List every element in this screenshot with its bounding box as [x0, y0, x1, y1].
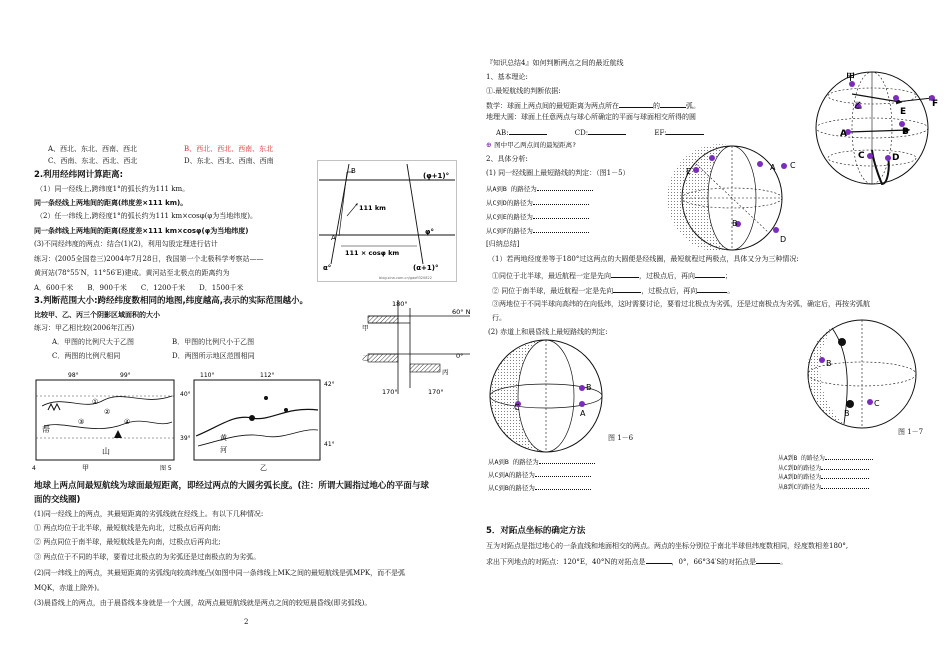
- summary-1b: ② 同位于南半球，最近航程一定是先向 ，过极点后，再向 。: [492, 287, 735, 295]
- blank-fig17-ab[interactable]: [825, 454, 873, 460]
- fig17-routes: 从A到B 的路径为 从C到D的路径为 从A到D的路径为 从B到C的路径为: [778, 454, 873, 492]
- route-cd: 从C到D的路径为: [486, 197, 589, 208]
- map-40: 40°: [180, 391, 191, 398]
- exercise-2-a: A．甲图的比例尺大于乙图: [52, 338, 135, 346]
- blank-north-2[interactable]: [695, 270, 725, 278]
- blank-fig16-ca[interactable]: [535, 469, 591, 477]
- k-equator-terminator: (2) 赤道上和晨昏线上最短路线的判定:: [488, 328, 608, 336]
- label-ab: AB:: [496, 129, 509, 137]
- fig16-a: A: [580, 409, 586, 418]
- exercise-2-d: D．两图所示地区范围相同: [172, 352, 255, 360]
- blank-route-cf[interactable]: [533, 225, 589, 233]
- blank-route-cd[interactable]: [533, 197, 589, 205]
- blank-cd[interactable]: [588, 127, 626, 135]
- fig15-e: E: [686, 167, 692, 176]
- section-4-line-1: 地球上两点间最短航线为球面最短距离，即经过两点的大圆劣弧长度。(注：所谓大圆指过地心的平面与球: [34, 481, 429, 491]
- option-c: C、西南、东北、西北、西北: [48, 157, 138, 165]
- s2-line-5: (3)不同经纬度的两点：结合(1)(2)，利用勾股定理进行估计: [34, 240, 218, 248]
- blank-route-ce[interactable]: [533, 211, 589, 219]
- route-cf: 从C到F的路径为: [486, 225, 589, 236]
- grid-lat-60: 60° N: [452, 308, 471, 316]
- summary-1c: ③两地位于不同半球向高纬的在向低纬，这时需要讨论，要看过北极点为劣弧，还是过南极点为劣弧，确定后，再按劣弧航: [492, 300, 870, 308]
- grid-bing: 丙: [442, 368, 449, 376]
- area-comparison-figure: [358, 298, 476, 398]
- s5-line-2: 求出下列地点的对跖点：120°E，40°N的对拓点是 ，0°，66°34′S的对拓点是 。: [486, 558, 788, 566]
- fig17-c: C: [874, 399, 880, 408]
- k-basic-theory: 1、基本理论:: [486, 73, 528, 81]
- blank-antipode-2[interactable]: [756, 556, 780, 564]
- question-text: 图中甲乙两点间的最短距离?: [494, 141, 577, 149]
- map-42: 42°: [324, 381, 335, 388]
- s2-line-1: （1）同一经线上,跨纬度1°的弧长约为111 km。: [36, 185, 190, 193]
- grid-lon-170b: 170°: [428, 388, 444, 396]
- s4-item-2a: (2)同一纬线上的两点，其最短距离的劣弧线向较高纬度凸(如图中同一条纬线上MK之间的最短航线是弧MPK，而不是弧: [34, 569, 406, 577]
- k-basis: ①.最短航线的判断依据:: [486, 87, 561, 95]
- blank-ef[interactable]: [666, 127, 704, 135]
- fig17-b: B: [844, 409, 850, 418]
- section-4-line-2: 面的交线圈): [34, 495, 81, 505]
- k-geo-circle: 地理大圆：球面上任意两点与球心所确定的平面与球面相交所得的圆: [486, 113, 696, 121]
- fig15-b: B: [732, 219, 738, 228]
- s2-line-4: 同一条纬线上两地间的距离(经度差×111 km×cosφ(φ为当地纬度): [34, 227, 249, 235]
- blank-fig17-ad[interactable]: [821, 473, 869, 479]
- map-huang: 黄: [220, 434, 227, 442]
- fig-point-b: B: [351, 167, 356, 175]
- globe-abcdef: [812, 66, 942, 190]
- map-41: 41°: [324, 441, 335, 448]
- blank-fig17-cd[interactable]: [821, 464, 869, 470]
- s5-line-1: 互为对跖点是指过地心的一条直线和地面相交的两点。两点的坐标分别位于南北半球但纬度数相同，经度数相差180°,: [486, 542, 849, 550]
- map-circle-2: ②: [104, 408, 111, 416]
- label-cd: CD:: [574, 129, 589, 137]
- label-ef: EF:: [654, 129, 667, 137]
- globe-a: A: [840, 129, 847, 139]
- option-a: A、西北、东北、西南、西北: [48, 145, 138, 153]
- grid-lon-180: 180°: [392, 300, 408, 308]
- fig-phi1: (φ+1)°: [423, 172, 450, 180]
- fig-phi: φ°: [425, 228, 434, 236]
- fig16-b: B: [586, 383, 592, 392]
- exercise-1-line-2: 黄河站(78°55′N，11°56′E)建成。黄河站至北极点的距离约为: [34, 269, 230, 277]
- k-ab-cd-ef-row: [496, 127, 704, 138]
- globe-fig-1-5: [676, 140, 806, 256]
- globe-e: E: [900, 107, 907, 117]
- fig-watermark: blog.sina.com.cn/gaofl320822: [379, 276, 432, 280]
- s4-item-3: (3)晨昏线上的两点，由于晨昏线本身就是一个大圆，故两点最短航线就是两点之间的较短晨昏线(即劣弧线)。: [34, 599, 372, 607]
- exercise-2-c: C．两图的比例尺相同: [52, 352, 121, 360]
- s4-item-1a: ① 两点均位于北半球，最短航线是先向北，过极点后再向南;: [34, 524, 221, 532]
- k-math-post: 弧。: [686, 102, 700, 110]
- map-39: 39°: [180, 435, 191, 442]
- map-mark-4: 4: [32, 465, 36, 472]
- section-5-title: 5．对跖点坐标的确定方法: [486, 526, 586, 536]
- option-d: D、东北、西北、西南、西南: [184, 157, 274, 165]
- s4-item-1c: ③ 两点位于不同的半球，要看过北极点的为劣弧还是过南极点的为劣弧。: [34, 553, 261, 561]
- s2-line-3: （2）任一纬线上,跨经度1°的弧长约为111 km×cosφ(φ为当地纬度)。: [36, 212, 257, 220]
- s4-item-1: (1)同一经线上的两点，其最短距离的劣弧线就在经线上。有以下几种情况:: [34, 510, 264, 518]
- blank-south-2[interactable]: [697, 285, 727, 293]
- map-jia: 甲: [82, 464, 89, 472]
- map-112: 112°: [260, 372, 275, 379]
- k-analysis: 2、具体分析:: [486, 155, 528, 163]
- k-math-line: [486, 100, 700, 111]
- s4-item-1b: ② 两点同位于南半球，最短航线是先向南，过极点后再向北;: [34, 538, 221, 546]
- fig15-c: C: [790, 161, 796, 170]
- summary-label: [归纳总结]: [486, 240, 520, 248]
- map-circle-4: ④: [124, 418, 131, 426]
- summary-1a: ①同位于北半球，最近航程一定是先向 ，过极点后，再向 ；: [492, 272, 732, 280]
- lat-lon-distance-figure: [317, 160, 457, 282]
- fig16-routes: 从A到B 的路径为 从C到A的路径为 从C到B的路径为: [488, 456, 595, 495]
- grid-jia: 甲: [362, 324, 369, 332]
- grid-lat-0: 0°: [456, 352, 464, 360]
- blank-route-ab[interactable]: [537, 183, 593, 191]
- section-3-title: 3.判断范围大小:跨经纬度数相同的地图,纬度越高,表示的实际范围越小。: [34, 296, 309, 306]
- k-question: [486, 141, 576, 150]
- page-number: 2: [244, 618, 249, 626]
- map-shan: 山: [102, 447, 110, 456]
- summary-1: （1）若两地经度差等于180°过这两点的大圆便是经线圈，最短航程过两极点，具体又分为三种情况:: [488, 255, 799, 263]
- blank-south-1[interactable]: [613, 285, 641, 293]
- blank-north-1[interactable]: [611, 270, 639, 278]
- k-same-meridian: (1) 同一经线圈上最短路线的判定：（图1－5）: [486, 169, 630, 177]
- exercise-1-line-1: 练习：(2005全国卷三)2004年7月28日，我国第一个北极科学考察站——: [34, 255, 264, 263]
- fig15-d: D: [780, 235, 787, 244]
- option-b: B、西北、西北、西南、东北: [184, 145, 274, 153]
- blank-circle-type[interactable]: [619, 100, 653, 108]
- fig-point-a: A: [331, 234, 336, 242]
- map-98: 98°: [68, 372, 79, 379]
- exercise-2-b: B．甲图的比例尺小于乙图: [172, 338, 255, 346]
- map-circle-3: ③: [78, 418, 85, 426]
- blank-fig16-ab[interactable]: [539, 456, 595, 464]
- exercise-1-options: A．600千米 B．900千米 C．1200千米 D．1500千米: [34, 284, 244, 292]
- globe-jia: 甲: [846, 73, 856, 83]
- route-ab: 从A到B 的路径为: [486, 183, 593, 194]
- fig-alpha: α°: [323, 264, 332, 272]
- maps-jia-yi: [34, 366, 344, 472]
- blank-arc-type[interactable]: [660, 100, 686, 108]
- fig-1-6-caption: 图 1－6: [608, 434, 634, 442]
- map-99: 99°: [120, 372, 131, 379]
- map-circle-1: ①: [92, 398, 99, 406]
- s2-line-2: 同一条经线上两地间的距离(纬度差×111 km)。: [34, 199, 188, 207]
- globe-fig-1-7: [804, 316, 922, 434]
- fig15-a: A: [770, 163, 776, 172]
- s4-item-2b: MQK，赤道上除外)。: [34, 584, 104, 592]
- globe-d: D: [892, 153, 900, 163]
- k-math-pre: 数学：球面上两点间的最短距离为两点所在: [486, 102, 619, 110]
- globe-f: F: [932, 99, 939, 109]
- fig-alpha1: (α+1)°: [413, 264, 439, 272]
- knowledge-title: 『知识总结4』如何判断两点之间的最近航线: [486, 59, 624, 67]
- globe-c: C: [858, 151, 865, 161]
- blank-antipode-1[interactable]: [646, 556, 672, 564]
- map-fig5: 图 5: [160, 465, 172, 472]
- map-bang: 帮: [42, 425, 50, 434]
- grid-lon-170: 170°: [382, 388, 398, 396]
- blank-fig17-bc[interactable]: [821, 483, 869, 489]
- exercise-2-title: 练习：甲乙相比较(2006年江西): [34, 324, 135, 332]
- route-ce: 从C到E的路径为: [486, 211, 589, 222]
- question-icon: ⊕: [486, 141, 492, 149]
- map-yi: 乙: [260, 464, 267, 472]
- fig16-c: C: [514, 403, 520, 412]
- map-he: 河: [220, 446, 227, 454]
- fig17-b2: B: [826, 359, 832, 368]
- fig-111km: 111 km: [359, 204, 386, 212]
- section-3-subtitle: 比较甲、乙、丙三个阴影区域面积的大小: [34, 311, 160, 319]
- map-110: 110°: [200, 372, 215, 379]
- grid-yi: 乙: [362, 354, 369, 362]
- globe-b: B: [902, 127, 909, 137]
- globe-fig-1-6: [488, 338, 618, 458]
- fig-111cos: 111 × cosφ km: [345, 249, 400, 257]
- k-math-mid: 的: [653, 102, 660, 110]
- summary-1c-2: 行。: [492, 314, 506, 322]
- fig-1-7-caption: 图 1－7: [898, 428, 924, 436]
- blank-ab[interactable]: [509, 127, 547, 135]
- section-2-title: 2.利用经纬网计算距离:: [34, 170, 124, 180]
- globe-yi: 乙: [854, 101, 862, 110]
- blank-fig16-cb[interactable]: [535, 482, 591, 490]
